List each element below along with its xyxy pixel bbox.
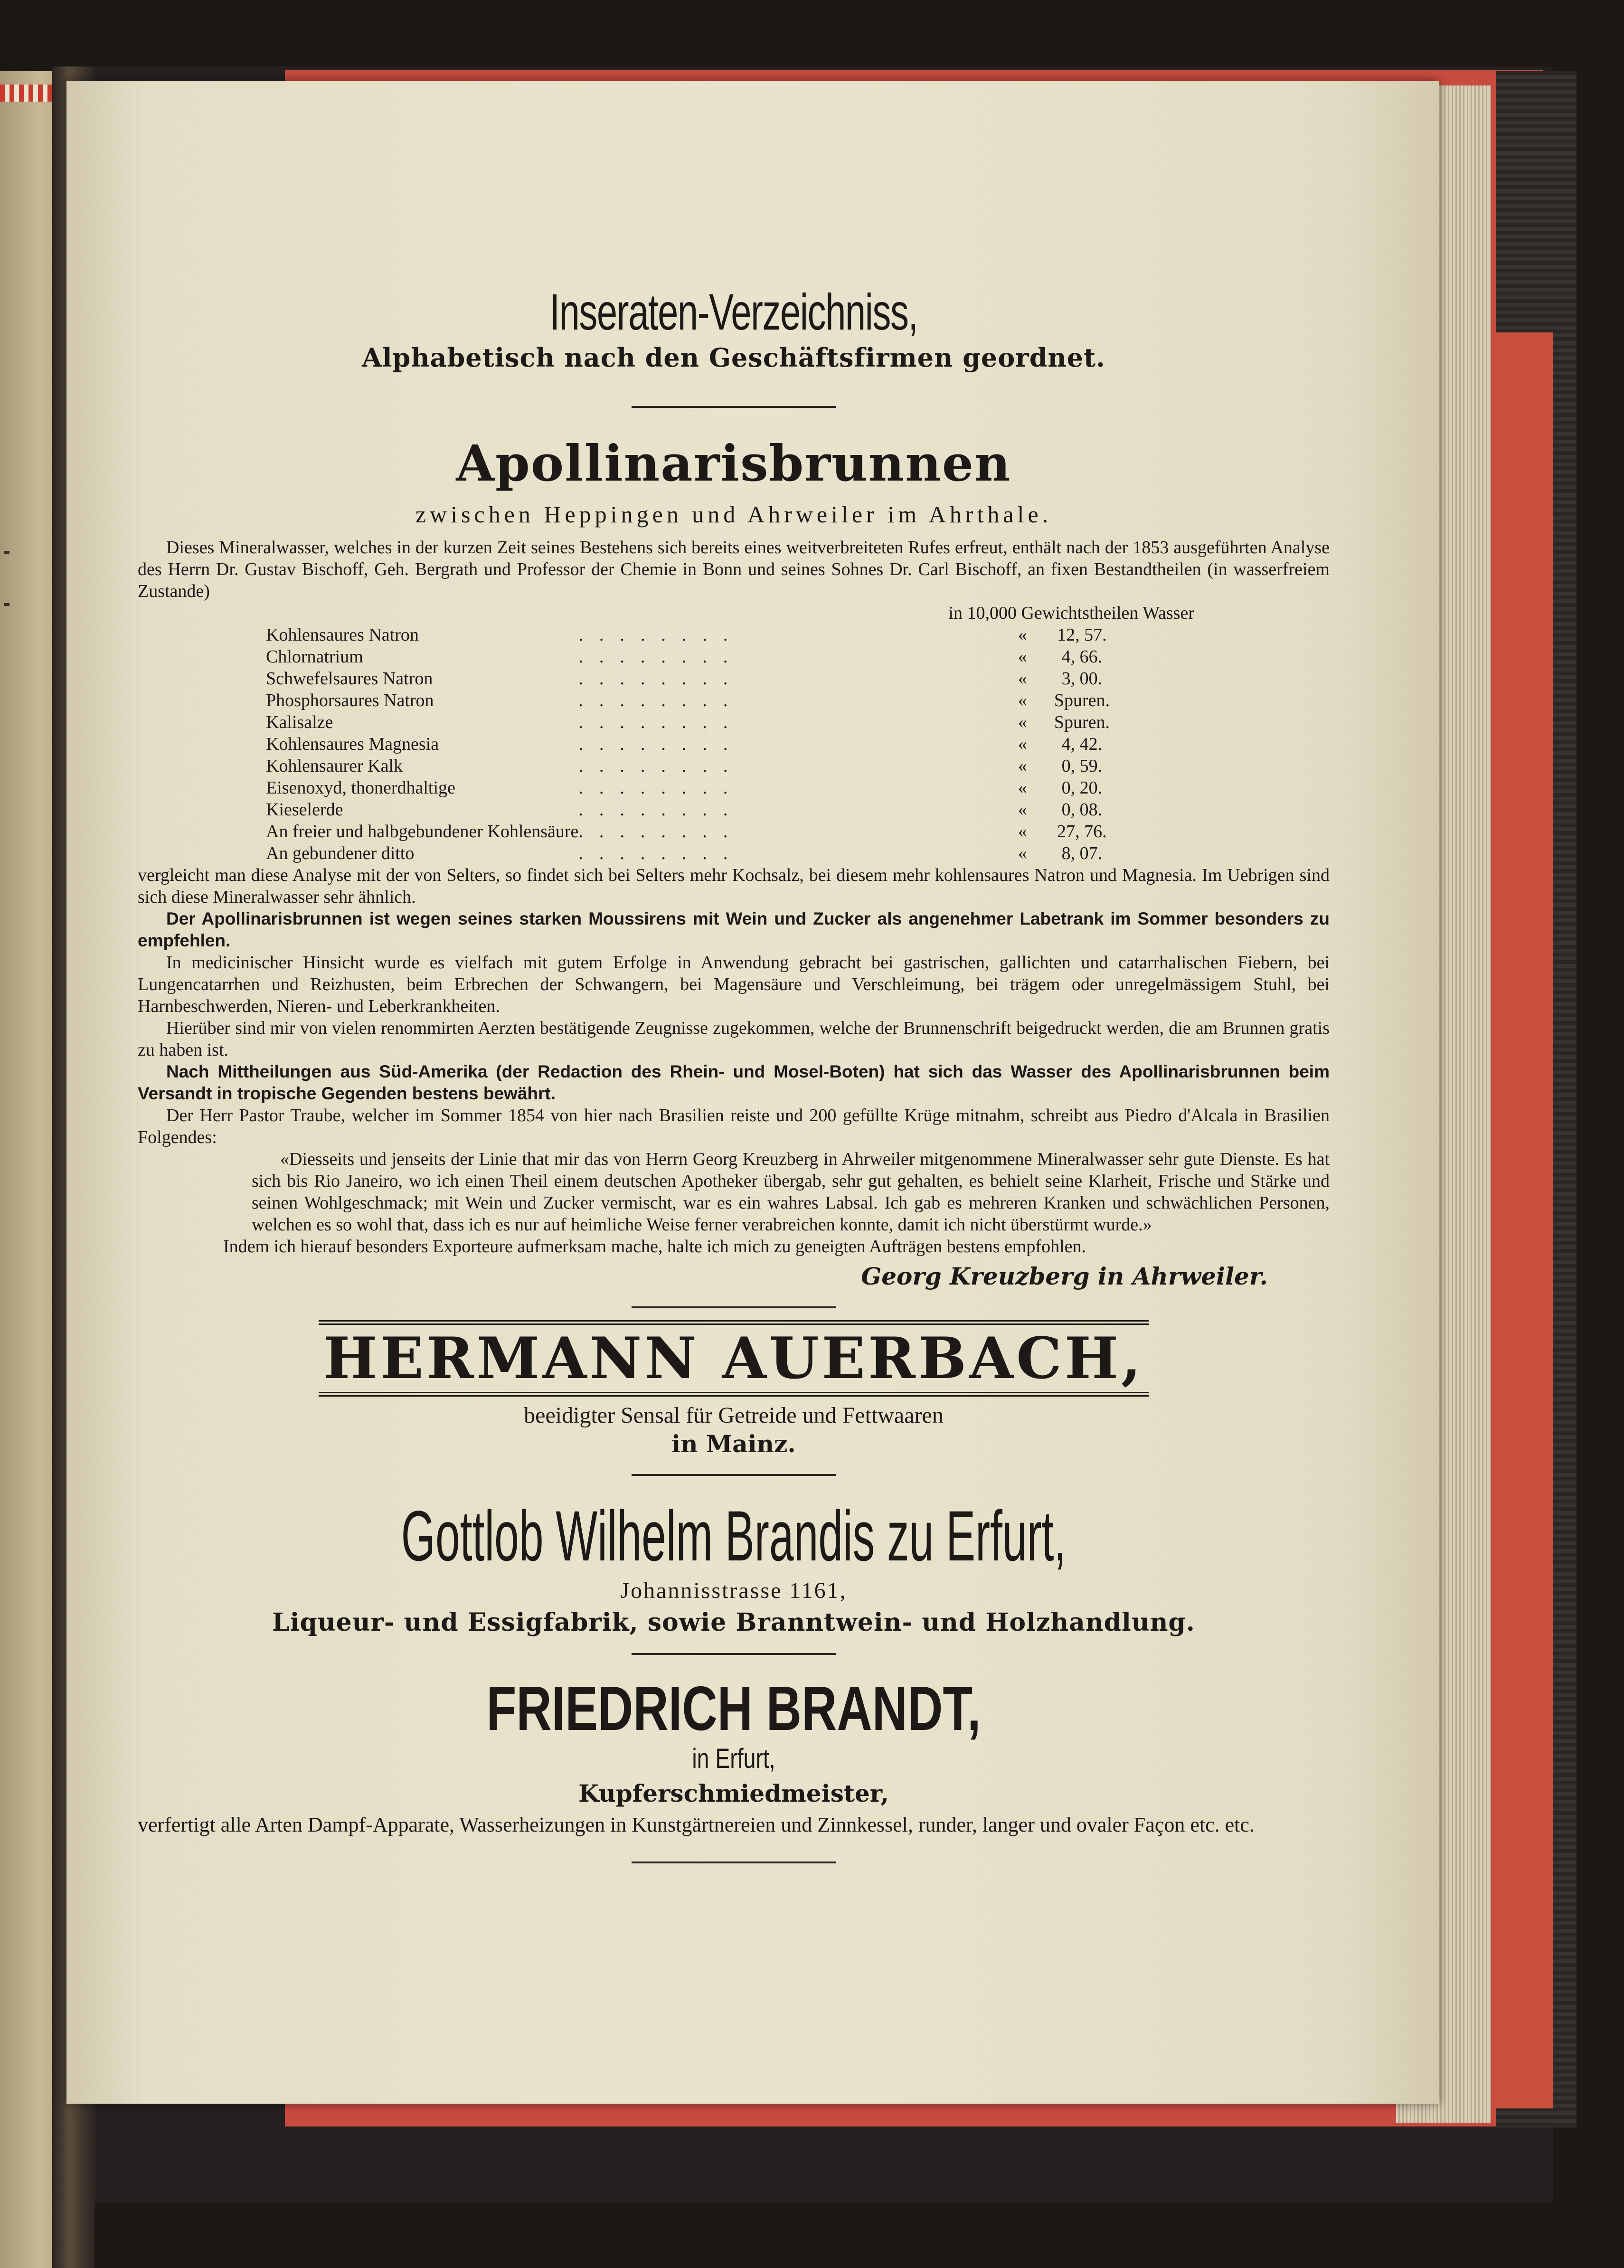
analysis-row	[266, 624, 1124, 646]
divider	[632, 1474, 836, 1476]
apollinaris-location: zwischen Heppingen und Ahrweiler im Ahrthale.	[415, 501, 1052, 528]
brandt-place: in Erfurt,	[692, 1743, 775, 1775]
analysis-value: 12, 57.	[1057, 624, 1107, 645]
signature: Georg Kreuzberg in Ahrweiler.	[861, 1262, 1268, 1290]
paragraph-zeugnisse: Hierüber sind mir von vielen renommirten Aerzten bestätigende Zeugnisse zugekommen, welche der Brunnenschrift beigedruckt werden, die am Brunnen gratis zu haben ist.	[138, 1018, 1330, 1060]
analysis-substance: Phosphorsaures Natron	[266, 690, 434, 710]
left-page-mark	[4, 603, 9, 606]
analysis-dots: ........	[578, 734, 744, 754]
analysis-row	[266, 842, 1124, 864]
analysis-row	[266, 690, 1124, 711]
analysis-value: Spuren.	[1054, 690, 1110, 710]
analysis-row	[266, 646, 1124, 668]
analysis-quote-mark: «	[1018, 646, 1027, 667]
analysis-row	[266, 821, 1124, 842]
analysis-value: 0, 08.	[1061, 799, 1103, 820]
paragraph-medical: In medicinischer Hinsicht wurde es vielfach mit gutem Erfolge in Anwendung gebracht bei gastrischen, gallichten und catarrhalischen Fiebern, bei Lungencatarrhen und Reizhusten, beim Erbrechen der Schwangern, bei Magensäure und Verschleimung, bei trägem oder unregelmässigem Stuhl, bei Harnbeschwerden, Nieren- und Leberkrankheiten.	[138, 952, 1330, 1016]
right-red-board	[1496, 332, 1553, 2108]
page-subtitle: Alphabetisch nach den Geschäftsfirmen geordnet.	[362, 342, 1105, 373]
heading-block	[138, 285, 1330, 373]
analysis-row	[266, 799, 1124, 821]
auerbach-ad	[138, 1324, 1330, 1458]
analysis-substance: Eisenoxyd, thonerdhaltige	[266, 777, 455, 798]
analysis-dots: ........	[578, 668, 744, 689]
analysis-value: 4, 66.	[1061, 646, 1103, 667]
page-title: Inseraten-Verzeichniss,	[549, 283, 918, 340]
analysis-value: 3, 00.	[1061, 668, 1103, 689]
analysis-dots: ........	[578, 646, 744, 667]
paragraph-bold-south-america: Nach Mittheilungen aus Süd-Amerika (der Redaction des Rhein- und Mosel-Boten) hat sich das Wasser des Apollinarisbrunnen beim Versandt in tropische Gegenden bestens bewährt.	[138, 1061, 1330, 1103]
analysis-value: 0, 59.	[1061, 756, 1103, 776]
brandt-trade: Kupferschmiedmeister,	[578, 1779, 889, 1808]
analysis-substance: An gebundener ditto	[266, 843, 415, 863]
apollinaris-intro: Dieses Mineralwasser, welches in der kurzen Zeit seines Bestehens sich bereits eines weitverbreiteten Rufes erfreut, enthält nach der 1853 ausgeführten Analyse des Herrn Dr. Gustav Bischoff, Geh. Bergrath und Professor der Chemie in Bonn und seines Sohnes Dr. Carl Bischoff, an fixen Bestandtheilen (in wasserfreiem Zustande)	[138, 537, 1330, 601]
brandt-ad	[138, 1674, 1330, 1807]
apollinaris-header	[138, 436, 1330, 528]
brandis-address: Johannisstrasse 1161,	[620, 1578, 847, 1604]
brandt-name: FRIEDRICH BRANDT,	[486, 1673, 981, 1744]
analysis-value: 4, 42.	[1061, 734, 1103, 754]
analysis-quote-mark: «	[1018, 712, 1027, 732]
analysis-value: Spuren.	[1054, 712, 1110, 732]
analysis-dots: ........	[578, 690, 744, 710]
analysis-row	[266, 733, 1124, 755]
divider	[632, 1653, 836, 1655]
analysis-dots: ........	[578, 843, 744, 863]
brandis-business: Liqueur- und Essigfabrik, sowie Branntwein- und Holzhandlung.	[272, 1608, 1195, 1637]
analysis-dots: ........	[578, 799, 744, 820]
analysis-row	[266, 777, 1124, 799]
analysis-substance: Kalisalze	[266, 712, 333, 732]
left-page-mark	[4, 551, 9, 554]
paragraph-compare: vergleicht man diese Analyse mit der von Selters, so findet sich bei Selters mehr Kochsalz, bei diesem mehr kohlensaures Natron und Magnesia. Im Uebrigen sind sich diese Mineralwasser sehr ähnlich.	[138, 865, 1330, 907]
analysis-quote-mark: «	[1018, 690, 1027, 710]
auerbach-desc: beeidigter Sensal für Getreide und Fettwaaren	[524, 1402, 944, 1428]
analysis-substance: Kohlensaures Natron	[266, 624, 419, 645]
analysis-quote-mark: «	[1018, 777, 1027, 798]
brandis-name: Gottlob Wilhelm Brandis zu Erfurt,	[401, 1495, 1067, 1576]
analysis-dots: ........	[578, 821, 744, 841]
analysis-substance: Schwefelsaures Natron	[266, 668, 433, 689]
analysis-row	[266, 668, 1124, 690]
analysis-value: 0, 20.	[1061, 777, 1103, 798]
analysis-substance: Kohlensaurer Kalk	[266, 756, 403, 776]
apollinaris-title: Apollinarisbrunnen	[456, 434, 1011, 493]
paragraph-bold-labetrank: Der Apollinarisbrunnen ist wegen seines starken Moussirens mit Wein und Zucker als angenehmer Labetrank im Sommer besonders zu empfehlen.	[138, 908, 1330, 950]
analysis-value: 8, 07.	[1061, 843, 1103, 863]
auerbach-place: in Mainz.	[671, 1429, 796, 1458]
paragraph-quote: «Diesseits und jenseits der Linie that mir das von Herrn Georg Kreuzberg in Ahrweiler mitgenommene Mineralwasser sehr gute Dienste. Es hat sich bis Rio Janeiro, wo ich einen Theil einem deutschen Apotheker übergab, sehr gut gehalten, es behielt seine Klarheit, Frische und Stärke und seinen Wohlgeschmack; mit Wein und Zucker vermischt, war es ein wahres Labsal. Ich gab es mehreren Kranken und schwächlichen Personen, welchen es so wohl that, dass ich es nur auf heimliche Weise ferner verabreichen konnte, damit ich nicht überstürmt wurde.»	[252, 1149, 1330, 1235]
analysis-value: 27, 76.	[1057, 821, 1107, 841]
analysis-row	[266, 711, 1124, 733]
page-content	[138, 285, 1330, 1882]
analysis-dots: ........	[578, 624, 744, 645]
analysis-substance: Kieselerde	[266, 799, 343, 820]
analysis-dots: ........	[578, 756, 744, 776]
analysis-quote-mark: «	[1018, 799, 1027, 820]
analysis-quote-mark: «	[1018, 821, 1027, 841]
analysis-substance: Kohlensaures Magnesia	[266, 734, 439, 754]
analysis-table-head: in 10,000 Gewichtstheilen Wasser	[948, 603, 1194, 623]
auerbach-name-text: HERMANN AUERBACH,	[319, 1320, 1149, 1397]
analysis-quote-mark: «	[1018, 843, 1027, 863]
analysis-substance: Chlornatrium	[266, 646, 363, 667]
brandis-ad	[138, 1495, 1330, 1637]
divider	[632, 1306, 836, 1308]
analysis-quote-mark: «	[1018, 734, 1027, 754]
brandt-desc: verfertigt alle Arten Dampf-Apparate, Wasserheizungen in Kunstgärtnereien und Zinnkessel, runder, langer und ovaler Façon etc. etc.	[138, 1813, 1255, 1837]
paragraph-export: Indem ich hierauf besonders Exporteure aufmerksam mache, halte ich mich zu geneigten Aufträgen bestens empfohlen.	[223, 1236, 1086, 1257]
divider	[632, 406, 836, 408]
analysis-row	[266, 755, 1124, 777]
divider	[632, 1862, 836, 1863]
paragraph-pastor: Der Herr Pastor Traube, welcher im Sommer 1854 von hier nach Brasilien reiste und 200 gefüllte Krüge mitnahm, schreibt aus Piedro d'Alcala in Brasilien Folgendes:	[138, 1105, 1330, 1147]
analysis-substance: An freier und halbgebundener Kohlensäure	[266, 821, 579, 841]
analysis-table	[266, 624, 1124, 864]
analysis-dots: ........	[578, 712, 744, 732]
analysis-quote-mark: «	[1018, 756, 1027, 776]
analysis-dots: ........	[578, 777, 744, 798]
analysis-quote-mark: «	[1018, 668, 1027, 689]
auerbach-name	[138, 1324, 1330, 1392]
analysis-quote-mark: «	[1018, 624, 1027, 645]
